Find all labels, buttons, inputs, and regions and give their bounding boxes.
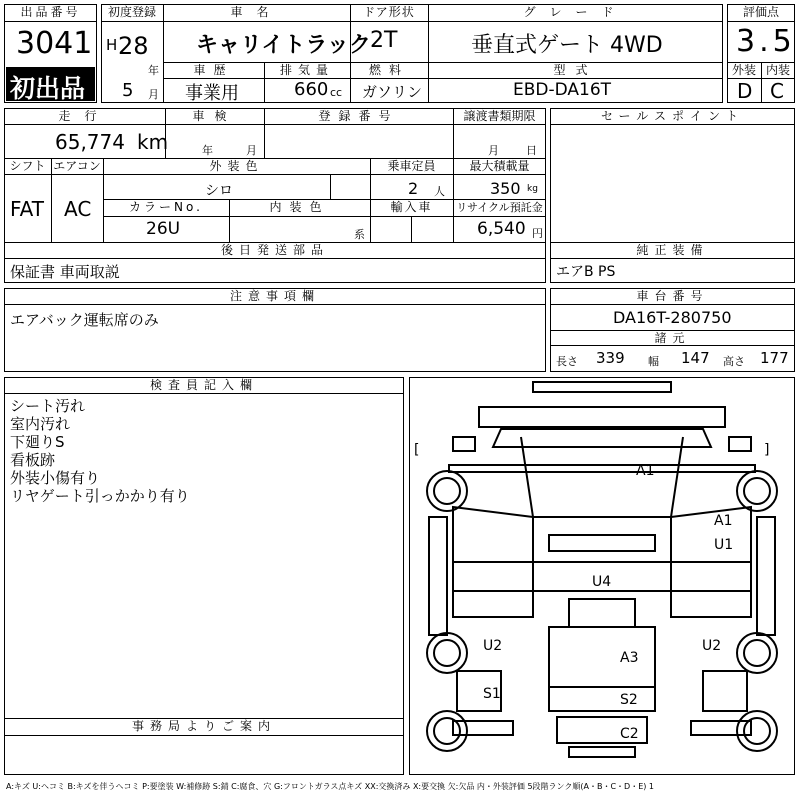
genuine-label: 純正装備 <box>636 243 709 257</box>
grade: 垂直式ゲート 4WD <box>471 33 663 58</box>
inspector-label: 検査員記入欄 <box>149 378 258 392</box>
reg-year: 28 <box>118 32 149 60</box>
notes-label: 注意事項欄 <box>229 289 320 303</box>
displacement-label: 排気量 <box>279 63 334 77</box>
fuel: ガソリン <box>362 83 423 101</box>
bracket-close: ] <box>764 442 770 458</box>
chassis-label: 車台番号 <box>636 289 709 303</box>
model-label: 型式 <box>553 63 598 77</box>
fuel-label: 燃料 <box>368 63 409 77</box>
mark-a1-top: A1 <box>636 463 655 479</box>
color: シロ <box>205 183 233 199</box>
width-label: 幅 <box>648 355 659 368</box>
car-name: キャリイトラック <box>196 33 371 58</box>
mileage-unit: km <box>137 130 169 154</box>
length: 339 <box>596 349 625 367</box>
door-label: ドア形状 <box>363 5 415 19</box>
notes: エアバック運転席のみ <box>10 311 159 329</box>
dims-label: 諸元 <box>654 331 691 345</box>
inspection-label: 車検 <box>192 109 237 123</box>
recycle-unit: 円 <box>532 227 543 240</box>
shift-label: シフト <box>9 159 46 173</box>
mark-u2-left: U2 <box>483 638 503 654</box>
legend: A:キズ U:ヘコミ B:キズを伴うヘコミ P:要塗装 W:補修跡 S:錆 C:腐食、穴 G:フロントガラス点キズ XX:交換済み X:要交換 欠:欠品 内・外装評価 5段階ランク順(A・B・C・D・E) 1 <box>6 782 655 791</box>
transfer-label: 譲渡書類期限 <box>463 109 536 123</box>
inspector-note: シート汚れ <box>10 397 86 415</box>
mileage-label: 走行 <box>58 109 111 123</box>
inspector-note: リヤゲート引っかかり有り <box>10 487 190 505</box>
reg-era: H <box>106 36 118 54</box>
reg-month: 5 <box>122 80 134 101</box>
shift: FAT <box>10 197 45 221</box>
capacity-label: 乗車定員 <box>387 159 436 173</box>
width: 147 <box>681 349 710 367</box>
inspector-note: 外装小傷有り <box>10 469 101 487</box>
mark-c2: C2 <box>620 726 639 742</box>
load-label: 最大積載量 <box>469 159 530 173</box>
mileage: 65,774 <box>55 130 125 154</box>
exterior-grade: D <box>737 79 753 103</box>
mark-a1-right: A1 <box>714 513 733 529</box>
mark-a3: A3 <box>620 650 639 666</box>
inspection-year-unit: 年 <box>202 144 213 157</box>
displacement: 660 <box>294 79 329 100</box>
displacement-unit: cc <box>330 86 343 99</box>
height: 177 <box>760 349 789 367</box>
later-parts-label: 後日発送部品 <box>220 243 329 257</box>
height-label: 高さ <box>723 355 745 368</box>
bracket-open: [ <box>414 442 420 458</box>
mark-u4: U4 <box>592 574 612 590</box>
capacity-unit: 人 <box>434 185 445 198</box>
reg-label: 初度登録 <box>107 5 156 19</box>
color-label: 外装色 <box>209 159 264 173</box>
ac: AC <box>64 197 92 221</box>
history-label: 車歴 <box>193 63 234 77</box>
interior-color-label: 内装色 <box>269 200 330 214</box>
color-no: 26U <box>146 219 181 239</box>
inspector-note: 室内汚れ <box>10 415 71 433</box>
interior-label: 内装 <box>765 63 790 77</box>
history: 事業用 <box>185 83 239 104</box>
recycle-label: リサイクル預託金 <box>456 201 543 214</box>
plate-label: 登録番号 <box>318 109 399 123</box>
mark-s1: S1 <box>483 686 501 702</box>
import-label: 輸入車 <box>390 200 433 214</box>
door-type: 2T <box>370 28 398 53</box>
name-label: 車名 <box>230 5 283 19</box>
mark-u1: U1 <box>714 537 734 553</box>
inspector-note: 看板跡 <box>10 451 56 469</box>
exterior-label: 外装 <box>731 63 756 77</box>
model: EBD-DA16T <box>513 80 612 100</box>
inspection-month-unit: 月 <box>246 144 257 157</box>
interior-color-unit: 系 <box>354 228 365 241</box>
transfer-month-unit: 月 <box>488 144 499 157</box>
interior-grade: C <box>770 79 784 103</box>
reg-year-unit: 年 <box>148 64 159 77</box>
capacity: 2 <box>408 179 419 198</box>
load-unit: kg <box>527 184 538 194</box>
first-listing-text: 初出品 <box>10 74 86 103</box>
mark-u2-right: U2 <box>702 638 722 654</box>
score-label: 評価点 <box>742 5 779 19</box>
office-label: 事務局よりご案内 <box>131 719 276 733</box>
recycle: 6,540 <box>477 219 526 239</box>
score: 3.5 <box>736 24 796 59</box>
inspector-note: 下廻りS <box>10 433 65 451</box>
ac-label: エアコン <box>53 159 101 173</box>
load: 350 <box>490 179 521 198</box>
reg-month-unit: 月 <box>148 88 159 101</box>
chassis: DA16T-280750 <box>613 308 732 327</box>
lot-number: 3041 <box>16 26 93 61</box>
later-parts: 保証書 車両取説 <box>10 263 120 281</box>
sales-point-label: セールスポイント <box>601 109 744 123</box>
mark-s2: S2 <box>620 692 638 708</box>
grade-label: グレード <box>523 5 628 19</box>
color-no-label: カラーNo. <box>129 200 203 214</box>
genuine: エアB PS <box>556 264 616 280</box>
lot-number-label: 出品番号 <box>20 5 81 19</box>
transfer-day-unit: 日 <box>526 144 537 157</box>
length-label: 長さ <box>556 355 578 368</box>
